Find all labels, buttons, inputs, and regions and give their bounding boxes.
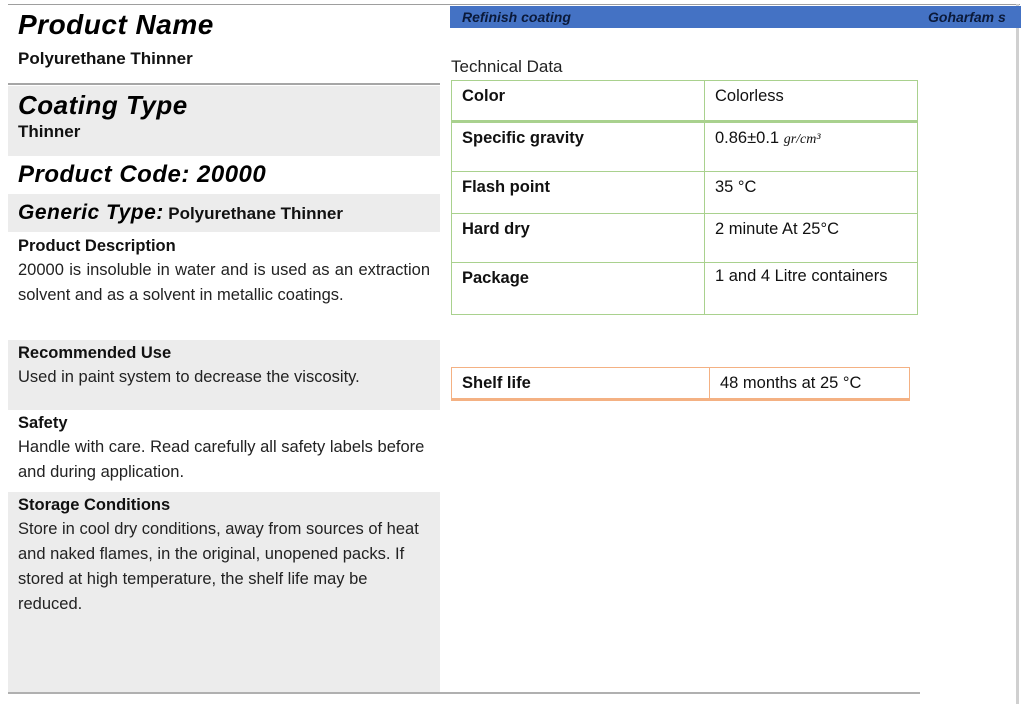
coating-type-value: Thinner [18,122,81,141]
table-row [452,214,918,263]
table-row [452,368,910,400]
storage-block [8,492,440,692]
recommended-use-text: Used in paint system to decrease the viscosity. [18,368,360,386]
header-left-label: Refinish coating [462,9,571,25]
tech-value-hard-dry: 2 minute At 25°C [705,214,918,263]
technical-data-table [451,80,918,315]
shelf-life-key: Shelf life [452,368,710,400]
coating-type-heading: Coating Type [18,90,188,120]
coating-type-block [8,86,440,156]
description-title: Product Description [18,237,176,255]
shelf-life-table [451,367,910,401]
storage-text: Store in cool dry conditions, away from sources of heat and naked flames, in the original, unopened packs. If stored at high temperature, the shelf life may be reduced. [18,520,419,613]
section-divider [8,83,440,85]
tech-value-package: 1 and 4 Litre containers [705,263,918,315]
description-text: 20000 is insoluble in water and is used as an extraction solvent and as a solvent in metallic coatings. [18,261,430,304]
tech-value-color: Colorless [705,81,918,122]
page-edge [1016,4,1019,704]
table-row [452,122,918,172]
tech-key-flash-point: Flash point [452,172,705,214]
storage-title: Storage Conditions [18,496,171,514]
tech-key-specific-gravity: Specific gravity [452,122,705,172]
specific-gravity-number: 0.86±0.1 [715,129,780,147]
recommended-use-block [8,340,440,410]
shelf-life-value: 48 months at 25 °C [710,368,910,400]
safety-title: Safety [18,414,68,432]
header-band [450,6,1021,28]
safety-text: Handle with care. Read carefully all safety labels before and during application. [18,438,425,481]
table-row [452,81,918,122]
generic-type-heading: Generic Type: [18,201,164,224]
table-row [452,263,918,315]
generic-type-block [8,194,440,232]
tech-key-package: Package [452,263,705,315]
tech-key-color: Color [452,81,705,122]
product-code-block [8,156,440,194]
safety-block [8,410,440,492]
top-rule [8,4,1020,5]
bottom-rule [8,692,920,694]
recommended-use-title: Recommended Use [18,344,172,362]
product-name-heading: Product Name [18,9,214,40]
technical-data-heading: Technical Data [451,57,563,76]
tech-key-hard-dry: Hard dry [452,214,705,263]
generic-type-value: Polyurethane Thinner [168,204,343,223]
tech-value-flash-point: 35 °C [705,172,918,214]
product-name-value: Polyurethane Thinner [18,49,193,68]
header-right-label: Goharfam s [928,9,1006,25]
specific-gravity-unit: gr/cm³ [783,132,821,147]
product-name-block [8,8,440,82]
table-row [452,172,918,214]
tech-value-specific-gravity [705,122,918,172]
product-code-heading: Product Code: 20000 [18,161,267,188]
description-block [8,233,440,339]
